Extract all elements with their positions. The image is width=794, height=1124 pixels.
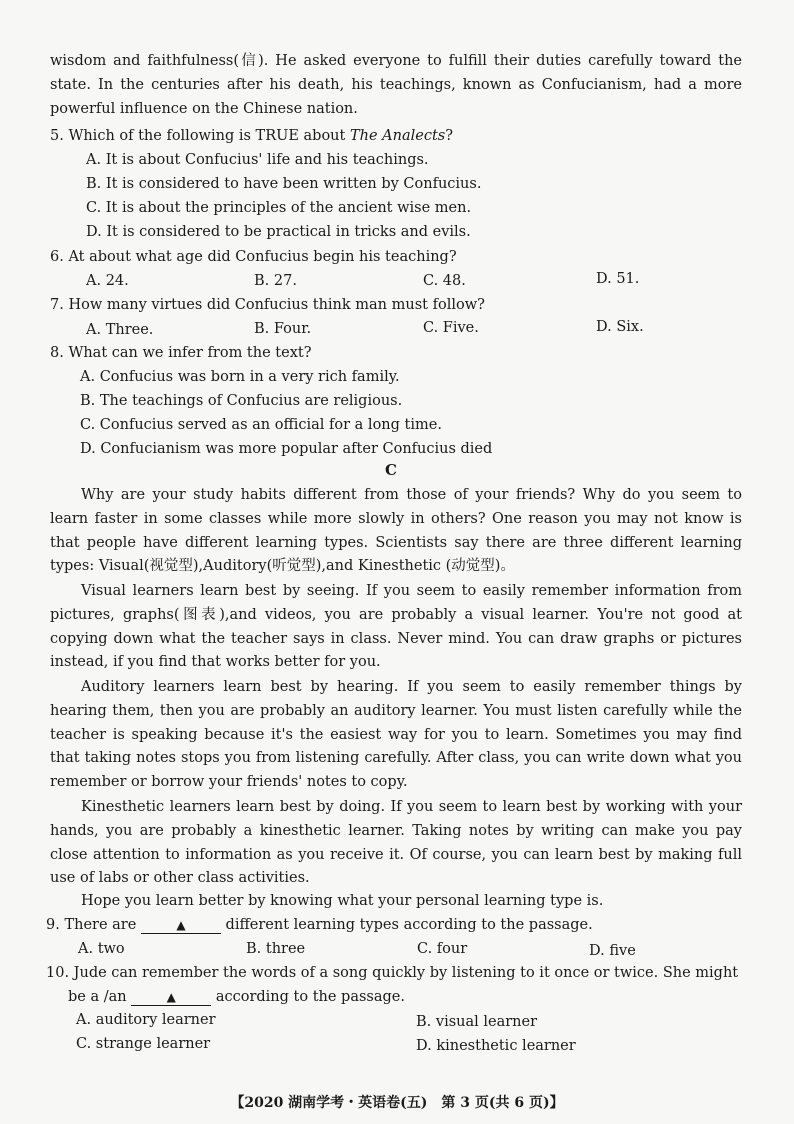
answer-blank[interactable] <box>141 917 221 934</box>
page-footer: 【2020 湖南学考・英语卷(五) 第 3 页(共 6 页)】 <box>230 1095 564 1111</box>
question-8: 8. What can we infer from the text? <box>50 345 312 361</box>
q7-option-c[interactable]: C. Five. <box>423 320 479 336</box>
q7-option-b[interactable]: B. Four. <box>254 321 312 337</box>
q8-option-a[interactable]: A. Confucius was born in a very rich family. <box>80 369 400 385</box>
q9-option-b[interactable]: B. three <box>246 941 306 957</box>
question-5: 5. Which of the following is TRUE about The Analects? <box>50 128 454 144</box>
question-10: 10. Jude can remember the words of a song quickly by listening to it once or twice. She might <box>46 965 739 981</box>
q10-option-c[interactable]: C. strange learner <box>76 1036 211 1052</box>
q5-option-b[interactable]: B. It is considered to have been written by Confucius. <box>86 176 482 192</box>
q10-option-a[interactable]: A. auditory learner <box>76 1012 216 1028</box>
section-c-heading: C <box>385 461 397 479</box>
question-10-line-2: be a /an ▲ according to the passage. <box>68 989 405 1005</box>
q6-option-b[interactable]: B. 27. <box>254 273 297 289</box>
q5-option-c[interactable]: C. It is about the principles of the ancient wise men. <box>86 200 472 216</box>
q7-option-a[interactable]: A. Three. <box>86 322 154 338</box>
q6-option-a[interactable]: A. 24. <box>86 273 129 289</box>
question-7: 7. How many virtues did Confucius think man must follow? <box>50 297 485 313</box>
passage-c-paragraph-5: Hope you learn better by knowing what your personal learning type is. <box>81 893 604 909</box>
q10-option-d[interactable]: D. kinesthetic learner <box>416 1038 576 1054</box>
q5-option-d[interactable]: D. It is considered to be practical in tricks and evils. <box>86 224 471 240</box>
q7-option-d[interactable]: D. Six. <box>596 319 644 335</box>
q6-option-c[interactable]: C. 48. <box>423 273 466 289</box>
q8-option-b[interactable]: B. The teachings of Confucius are religious. <box>80 393 403 409</box>
question-9: 9. There are ▲ different learning types according to the passage. <box>46 917 593 933</box>
q9-option-d[interactable]: D. five <box>589 943 636 959</box>
q8-option-c[interactable]: C. Confucius served as an official for a long time. <box>80 417 442 433</box>
passage-b-ending <box>50 50 742 121</box>
passage-c-paragraph-4: Kinesthetic learners learn best by doing. If you seem to learn best by working with your hands, you are probably a kinesthetic learner. Taking notes by writing can make you pay close attention to information as you receive it. Of course, you can learn best by making full use of labs or other class activities. <box>50 799 742 887</box>
triangle-icon: ▲ <box>166 990 176 1004</box>
passage-c-paragraph-1: Why are your study habits different from those of your friends? Why do you seem to learn faster in some classes while more slowly in others? One reason you may not know is that people have different learning types. Scientists say there are three different learning types: Visual(视觉型),Auditory(听觉型),and Kinesthetic (动觉型)。 <box>50 487 742 575</box>
triangle-icon: ▲ <box>176 918 186 932</box>
q9-option-c[interactable]: C. four <box>417 941 468 957</box>
passage-b-text: wisdom and faithfulness(信). He asked everyone to fulfill their duties carefully toward the state. In the centuries after his death, his teachings, known as Confucianism, had a more powerful influence on the Chinese nation. <box>50 53 742 117</box>
q9-option-a[interactable]: A. two <box>78 941 125 957</box>
q6-option-d[interactable]: D. 51. <box>596 271 640 287</box>
answer-blank[interactable] <box>131 989 211 1006</box>
q10-option-b[interactable]: B. visual learner <box>416 1014 538 1030</box>
question-6: 6. At about what age did Confucius begin his teaching? <box>50 249 457 265</box>
passage-c-paragraph-2: Visual learners learn best by seeing. If you seem to easily remember information from pictures, graphs(图表),and videos, you are probably a visual learner. You're not good at copying down what the teacher says in class. Never mind. You can draw graphs or pictures instead, if you find that works better for you. <box>50 583 742 671</box>
q8-option-d[interactable]: D. Confucianism was more popular after Confucius died <box>80 441 493 457</box>
passage-c-paragraph-3: Auditory learners learn best by hearing. If you seem to easily remember things by hearing them, then you are probably an auditory learner. You must listen carefully while the teacher is speaking because it's the easiest way for you to learn. Sometimes you may find that taking notes stops you from listening carefully. After class, you can write down what you remember or borrow your friends' notes to copy. <box>50 679 742 791</box>
q5-option-a[interactable]: A. It is about Confucius' life and his teachings. <box>86 152 429 168</box>
